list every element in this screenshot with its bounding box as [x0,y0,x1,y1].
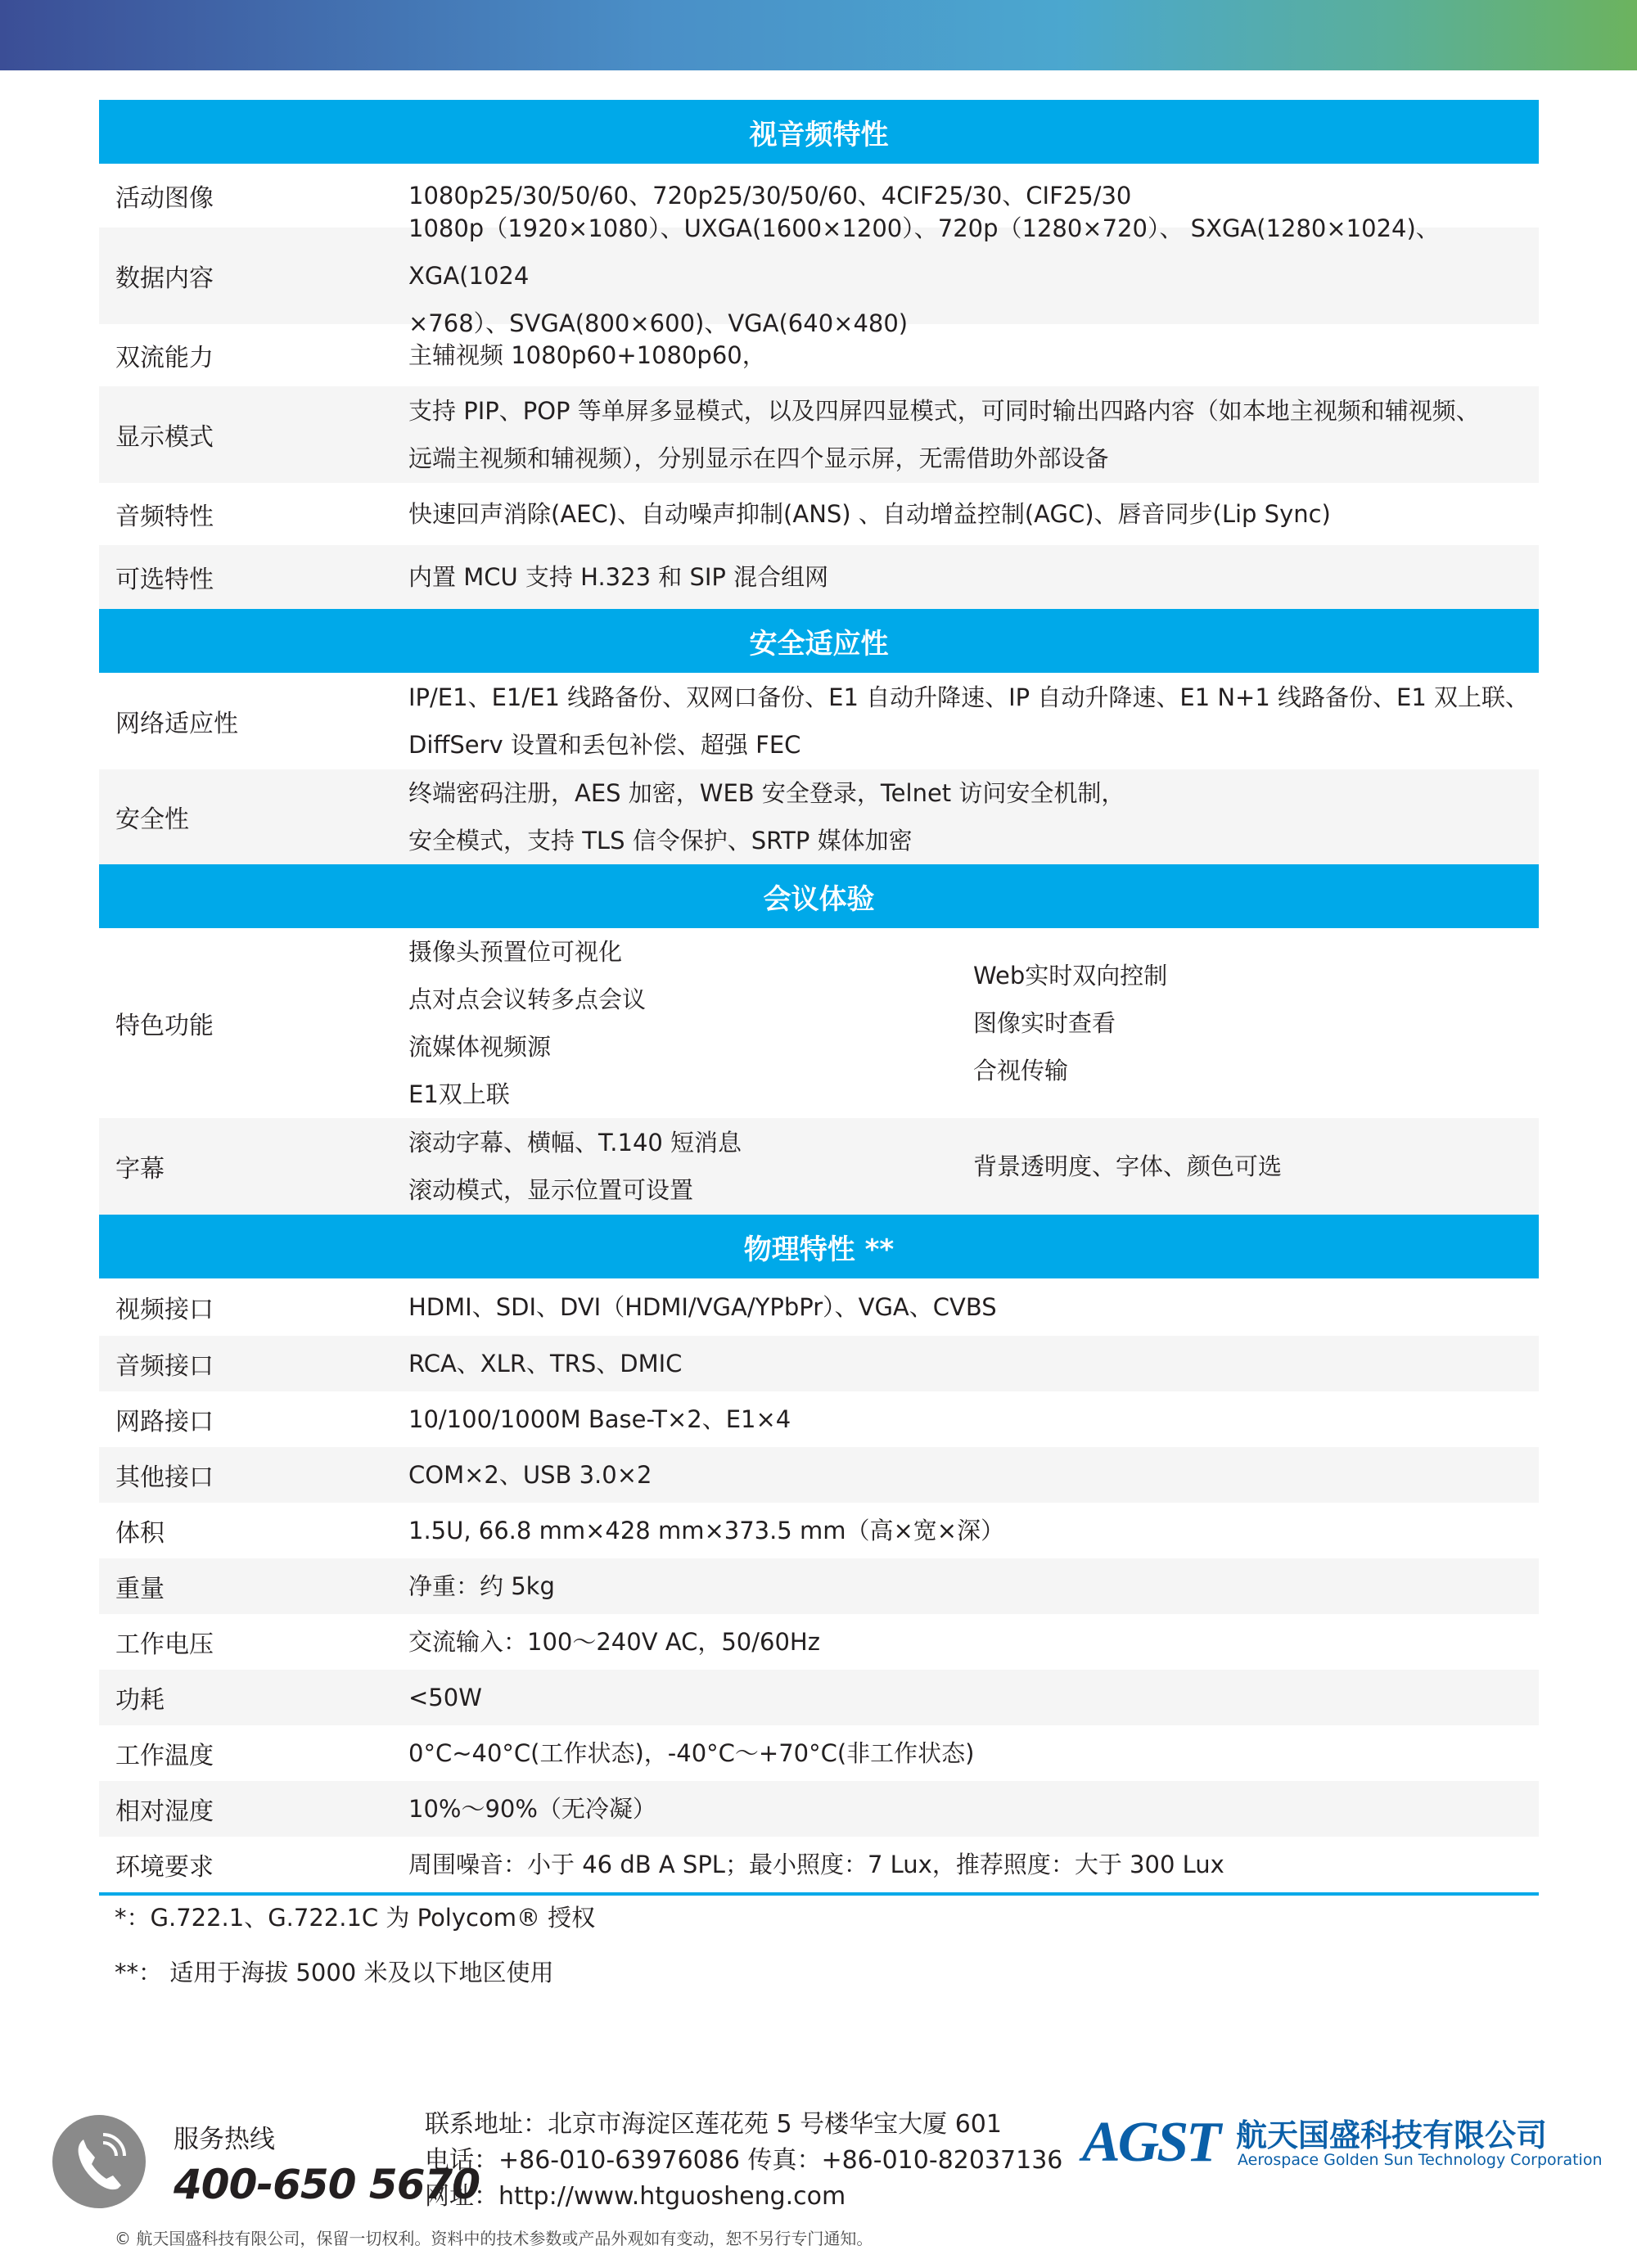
row-value: 1080p（1920×1080）、UXGA(1600×1200）、720p（1280×720）、 SXGA(1280×1024)、XGA(1024 ×768）、SVGA(800×600)、VGA(640×480) [408,214,1440,337]
table-row [99,673,1539,769]
row-label: 工作温度 [115,1742,214,1770]
feature-list-right: Web实时双向控制 图像实时查看 合视传输 [973,962,1168,1084]
table-row [99,1614,1539,1670]
row-value: 内置 MCU 支持 H.323 和 SIP 混合组网 [408,563,829,591]
contact-info [425,2107,1062,2215]
row-value-columns [408,928,1539,1118]
row-label: 视频接口 [115,1296,214,1324]
row-value: <50W [408,1684,482,1711]
table-row [99,1781,1539,1837]
company-logo [1082,2110,1603,2176]
section-header-meeting: 会议体验 [99,864,1539,928]
hotline-number: 400-650 5670 [174,2161,480,2208]
row-value: 10/100/1000M Base-T×2、E1×4 [408,1405,791,1433]
row-label: 活动图像 [115,184,214,213]
table-row [99,769,1539,864]
company-name-cn: 航天国盛科技有限公司 [1236,2117,1548,2153]
contact-address: 联系地址：北京市海淀区莲花苑 5 号楼华宝大厦 601 [425,2110,1002,2139]
row-value: 0°C~40°C(工作状态)，-40°C～+70°C(非工作状态) [408,1739,975,1767]
row-label: 特色功能 [115,1012,214,1040]
table-row [99,483,1539,545]
row-label: 数据内容 [115,264,214,293]
footnote-2: **： 适用于海拔 5000 米及以下地区使用 [115,1959,554,1986]
section-header-physical: 物理特性 ** [99,1215,1539,1278]
table-row [99,214,1539,337]
row-label: 显示模式 [115,423,214,452]
logo-mark: AGST [1082,2111,1219,2174]
row-label: 安全性 [115,805,189,834]
row-value: 快速回声消除(AEC)、自动噪声抑制(ANS) 、自动增益控制(AGC)、唇音同步(Lip Sync) [408,500,1331,528]
row-value: 10%～90%（无冷凝） [408,1795,656,1823]
subtitle-list-right: 背景透明度、字体、颜色可选 [973,1152,1283,1180]
table-row [99,1503,1539,1558]
table-row [99,324,1539,386]
row-value: 1.5U, 66.8 mm×428 mm×373.5 mm（高×宽×深） [408,1517,1005,1544]
table-row [99,1725,1539,1781]
section-header-av: 视音频特性 [99,100,1539,164]
row-value: 交流输入：100～240V AC，50/60Hz [408,1628,820,1656]
table-bottom-rule [99,1892,1539,1896]
copyright-notice: © 航天国盛科技有限公司，保留一切权利。资料中的技术参数或产品外观如有变动，恕不另行专门通知。 [115,2229,873,2248]
row-label: 重量 [115,1575,165,1603]
table-row [99,1670,1539,1725]
row-label: 工作电压 [115,1630,214,1659]
section-header-security: 安全适应性 [99,609,1539,673]
hotline-label: 服务热线 [174,2125,275,2154]
row-label: 其他接口 [115,1463,214,1492]
table-row [99,1391,1539,1447]
table-row [99,1837,1539,1892]
row-label: 环境要求 [115,1853,214,1882]
row-label: 双流能力 [115,344,214,372]
row-label: 字幕 [115,1155,165,1184]
row-value: 终端密码注册，AES 加密，WEB 安全登录，Telnet 访问安全机制， 安全模式，支持 TLS 信令保护、SRTP 媒体加密 [408,779,1125,854]
row-value: RCA、XLR、TRS、DMIC [408,1350,683,1377]
row-label: 音频接口 [115,1352,214,1381]
table-row [99,545,1539,609]
footnote-1: *：G.722.1、G.722.1C 为 Polycom® 授权 [115,1904,596,1932]
table-row [99,1278,1539,1336]
row-value: 主辅视频 1080p60+1080p60， [408,341,766,369]
row-label: 相对湿度 [115,1797,214,1826]
phone-icon [52,2115,146,2208]
row-value: HDMI、SDI、DVI（HDMI/VGA/YPbPr）、VGA、CVBS [408,1293,997,1321]
row-value: 1080p25/30/50/60、720p25/30/50/60、4CIF25/30、CIF25/30 [408,182,1132,210]
table-row [99,928,1539,1118]
row-label: 网络适应性 [115,710,238,738]
table-row [99,1336,1539,1391]
row-value: 周围噪音：小于 46 dB A SPL；最小照度：7 Lux，推荐照度：大于 300 Lux [408,1851,1224,1878]
row-value: IP/E1、E1/E1 线路备份、双网口备份、E1 自动升降速、IP 自动升降速、E1 N+1 线路备份、E1 双上联、 DiffServ 设置和丢包补偿、超强 FEC [408,683,1530,759]
row-label: 功耗 [115,1686,165,1715]
spec-table [99,100,1539,1896]
row-value: COM×2、USB 3.0×2 [408,1461,652,1489]
table-row [99,1558,1539,1614]
table-row [99,1447,1539,1503]
subtitle-list-left: 滚动字幕、横幅、T.140 短消息 滚动模式，显示位置可设置 [408,1129,742,1204]
feature-list-left: 摄像头预置位可视化 点对点会议转多点会议 流媒体视频源 E1双上联 [408,938,647,1108]
company-name-en: Aerospace Golden Sun Technology Corporation [1238,2151,1603,2169]
table-row [99,386,1539,483]
table-row [99,1118,1539,1215]
row-label: 可选特性 [115,566,214,594]
row-label: 体积 [115,1519,165,1548]
contact-website[interactable]: 网址：http://www.htguosheng.com [425,2182,846,2211]
top-gradient-bar [0,0,1637,70]
row-value: 支持 PIP、POP 等单屏多显模式，以及四屏四显模式，可同时输出四路内容（如本地主视频和辅视频、 远端主视频和辅视频），分别显示在四个显示屏，无需借助外部设备 [408,397,1480,472]
contact-phone-fax: 电话：+86-010-63976086 传真：+86-010-82037136 [425,2146,1063,2175]
row-label: 音频特性 [115,503,214,531]
row-value-columns [408,1119,1539,1214]
row-label: 网路接口 [115,1408,214,1436]
row-value: 净重：约 5kg [408,1572,555,1600]
